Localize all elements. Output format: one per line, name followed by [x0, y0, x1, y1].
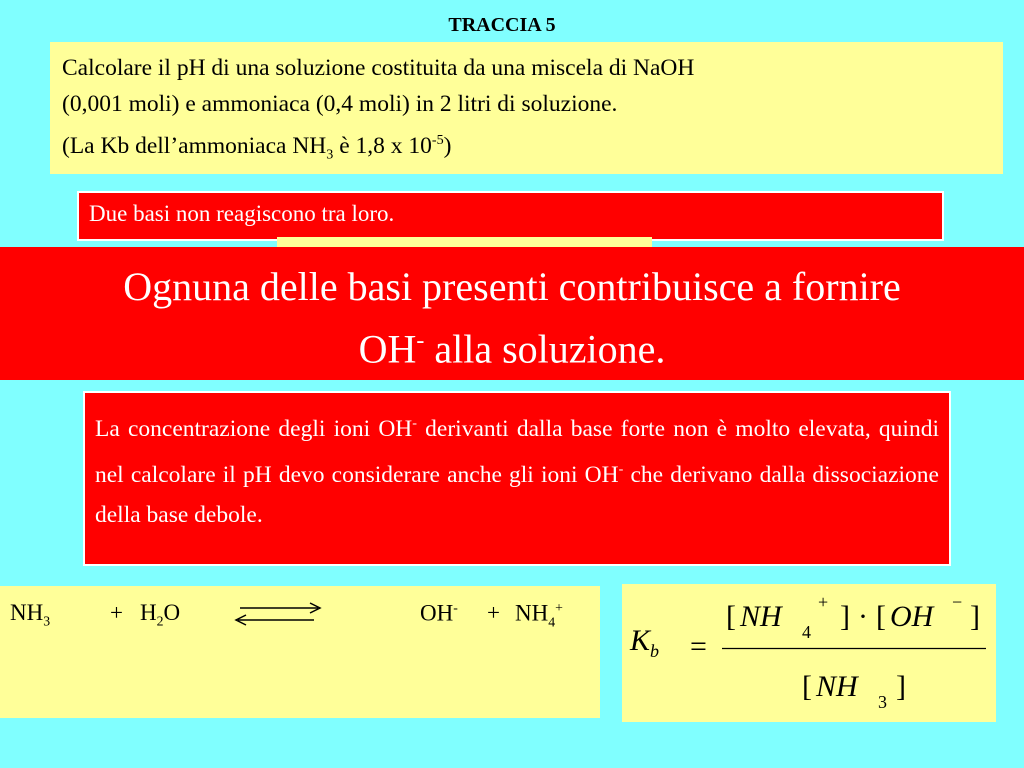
denominator-open-bracket: [	[802, 670, 812, 703]
reactant-ammonia: $NH_3$	[10, 600, 51, 629]
numerator-sup-minus: −	[952, 592, 963, 612]
plus-sign-2: +	[487, 600, 500, 625]
fraction-bar	[722, 647, 986, 650]
denominator-ammonia: NH	[816, 670, 858, 703]
equals-sign: =	[690, 630, 707, 663]
banner-box	[0, 247, 1024, 380]
numerator-close-bracket-2: ]	[970, 600, 980, 633]
plus-sign: +	[110, 600, 123, 625]
numerator-ammonium: NH	[740, 600, 782, 633]
reactant-water: $H_2O$	[140, 600, 181, 629]
numerator-open-bracket: [	[726, 600, 736, 633]
equilibrium-arrows-icon	[230, 596, 325, 632]
denominator-sub-3: 3	[878, 692, 887, 712]
numerator-open-bracket-2: [	[876, 600, 886, 633]
numerator-sub-4: 4	[802, 622, 811, 642]
denominator-close-bracket: ]	[896, 670, 906, 703]
numerator-sup-plus: +	[818, 592, 829, 612]
slide-title: TRACCIA 5	[448, 14, 556, 36]
multiply-dot: ·	[858, 600, 868, 633]
kb-formula-box	[622, 584, 996, 722]
banner-line-1: Ognuna delle basi presenti contribuisce a fornire	[123, 264, 901, 309]
note-text: Due basi non reagiscono tra loro.	[89, 201, 395, 226]
problem-line-2: (0,001 moli) e ammoniaca (0,4 moli) in 2 litri di soluzione.	[62, 91, 618, 117]
problem-line-3: (La Kb dell’ammoniaca $NH_3$ è 1,8 x $10^{-5}$)	[62, 132, 452, 163]
problem-line-1: Calcolare il pH di una soluzione costituita da una miscela di NaOH	[62, 55, 695, 81]
kb-symbol: $K_b$	[630, 624, 660, 661]
note-box	[77, 191, 944, 241]
numerator-hydroxide: OH	[890, 600, 934, 633]
problem-statement-box	[50, 42, 1003, 174]
product-hydroxide: OH-	[420, 600, 458, 626]
product-ammonium: $NH_4^+$	[515, 600, 563, 630]
explanation-box: La concentrazione degli ioni OH- derivanti dalla base forte non è molto elevata, quindi nel calcolare il pH devo considerare anche gli ioni OH- che derivano dalla dissociazione della base debole.	[83, 391, 951, 566]
banner-line-2: OH- alla soluzione.	[358, 326, 666, 372]
reaction-equation-box	[0, 586, 600, 718]
numerator-close-bracket: ]	[840, 600, 850, 633]
